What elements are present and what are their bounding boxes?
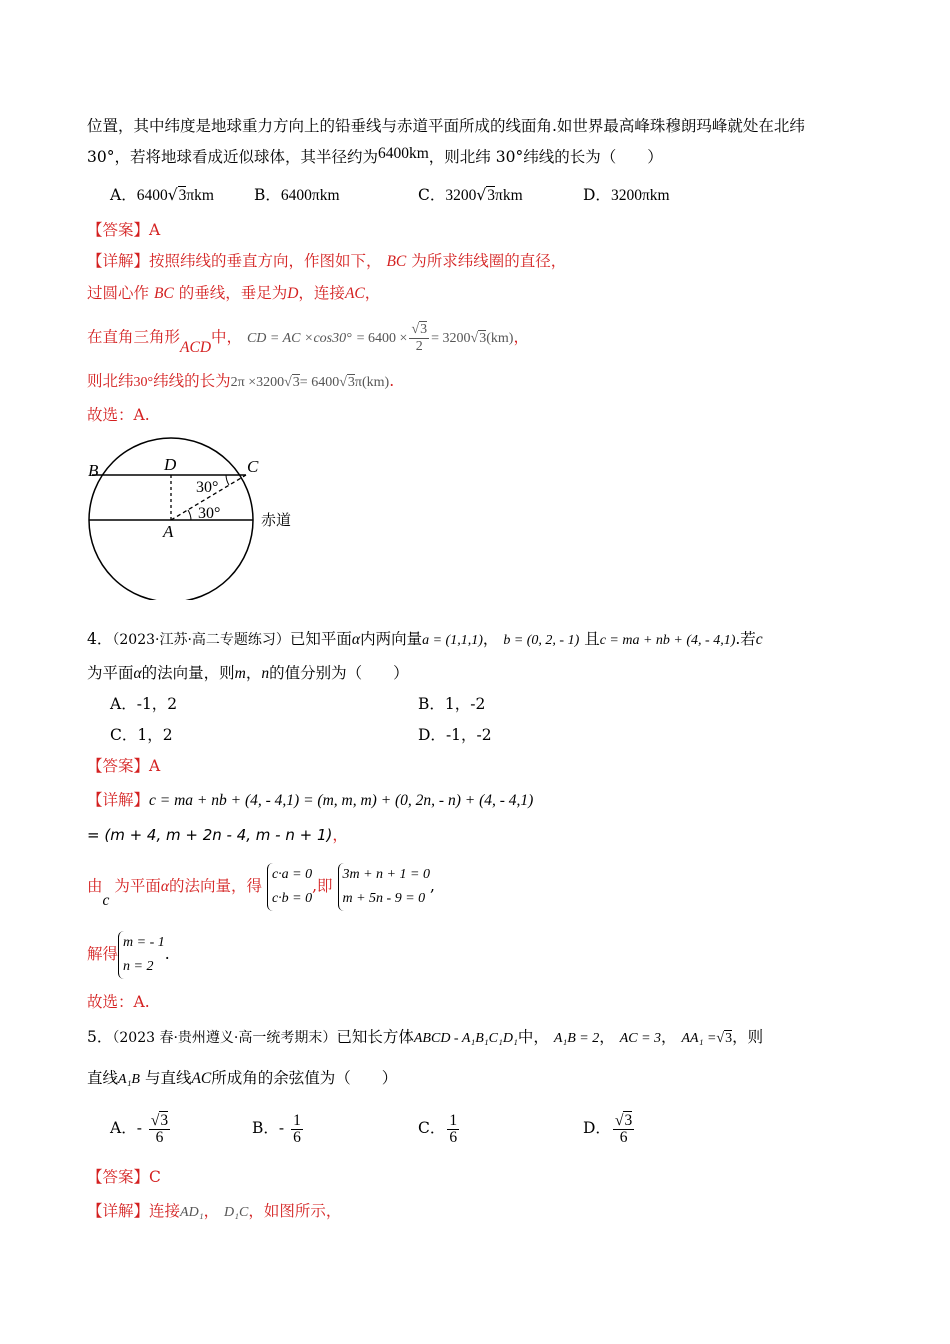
- q3-pick: 故选：A.: [87, 406, 150, 424]
- q4-system-dot: c·a = 0 c·b = 0: [267, 863, 312, 911]
- q5-option-b[interactable]: B．- $\frac{1}{6}$: [252, 1111, 301, 1146]
- q3-detail-line2: 过圆心作 BC 的垂线，垂足为D，连接AC，: [87, 284, 381, 302]
- q4-solution: m = - 1 n = 2: [118, 931, 165, 979]
- angle-arc-upper: [226, 475, 229, 485]
- q4-detail-line2: = (m + 4, m + 2n - 4, m - n + 1)，: [87, 826, 348, 844]
- q3-answer: 【答案】A: [87, 221, 161, 239]
- q3-stem-line1: 位置，其中纬度是地球重力方向上的铅垂线与赤道平面所成的线面角.如世界最高峰珠穆朗玛峰就处在北纬: [87, 117, 805, 135]
- q3-option-d[interactable]: D．3200πkm: [583, 186, 670, 204]
- q3-detail-line3: 在直角三角形ACD中， CD = AC ×cos30° = 6400 × $\frac{√3}{2}$ = 3200√3(km)，: [87, 321, 529, 356]
- q4-option-c[interactable]: C．1，2: [110, 726, 173, 744]
- angle-label-upper: 30°: [196, 479, 219, 496]
- q4-stem-line1: 4．（2023·江苏·高二专题练习）已知平面α内两向量a = (1,1,1)， b = (0, 2, - 1) 且c = ma + nb + (4, - 4,1).若c: [87, 630, 763, 648]
- q5-stem-line2: 直线A₁B 与直线AC所成角的余弦值为（ ）: [87, 1069, 398, 1087]
- q5-detail-line1: 【详解】连接AD₁， D₁C，如图所示，: [87, 1202, 342, 1220]
- q4-answer: 【答案】A: [87, 757, 161, 775]
- label-b: B: [88, 461, 99, 480]
- angle-arc-lower: [188, 510, 191, 520]
- q4-option-a[interactable]: A．-1，2: [110, 695, 178, 713]
- q3-option-b[interactable]: B．6400πkm: [254, 186, 340, 204]
- q4-option-d[interactable]: D．-1，-2: [418, 726, 492, 744]
- q5-answer: 【答案】C: [87, 1168, 161, 1186]
- q4-stem-line2: 为平面α的法向量，则m，n的值分别为（ ）: [87, 664, 409, 682]
- q4-detail-line3: 由c 为平面α的法向量，得 c·a = 0 c·b = 0 ,即 3m + n + 1 = 0 m + 5n - 9 = 0 ,: [87, 860, 435, 913]
- q4-pick: 故选：A.: [87, 993, 150, 1011]
- q5-option-d[interactable]: D． $\frac{√3}{6}$: [583, 1111, 633, 1146]
- label-c: C: [247, 457, 259, 476]
- q4-detail-line4: 解得 m = - 1 n = 2 .: [87, 928, 170, 980]
- label-a: A: [163, 522, 174, 541]
- q4-system-linear: 3m + n + 1 = 0 m + 5n - 9 = 0: [338, 863, 430, 911]
- earth-latitude-diagram: [80, 430, 320, 600]
- q3-stem-line2: 30°，若将地球看成近似球体，其半径约为6400km，则北纬 30°纬线的长为（ ）: [87, 145, 663, 166]
- q5-option-a[interactable]: A．- $\frac{√3}{6}$: [110, 1111, 169, 1146]
- label-d: D: [164, 455, 177, 474]
- q3-option-a[interactable]: A．6400√3πkm: [110, 186, 214, 204]
- equator-label: 赤道: [261, 511, 292, 529]
- q3-detail-line4: 则北纬30°纬线的长为2π ×3200√3= 6400√3π(km).: [87, 372, 395, 390]
- q4-detail-line1: 【详解】c = ma + nb + (4, - 4,1) = (m, m, m) + (0, 2n, - n) + (4, - 4,1): [87, 791, 534, 809]
- q4-option-b[interactable]: B．1，-2: [418, 695, 486, 713]
- q3-detail-line1: 【详解】按照纬线的垂直方向，作图如下， BC 为所求纬线圈的直径，: [87, 252, 567, 270]
- angle-label-lower: 30°: [198, 505, 221, 522]
- q3-option-c[interactable]: C．3200√3πkm: [418, 186, 523, 204]
- q5-option-c[interactable]: C． $\frac{1}{6}$: [418, 1111, 458, 1146]
- q5-stem-line1: 5．（2023 春·贵州遵义·高一统考期末）已知长方体ABCD - A₁B₁C₁D₁中， A₁B = 2， AC = 3， AA₁ =√3，则: [87, 1028, 764, 1046]
